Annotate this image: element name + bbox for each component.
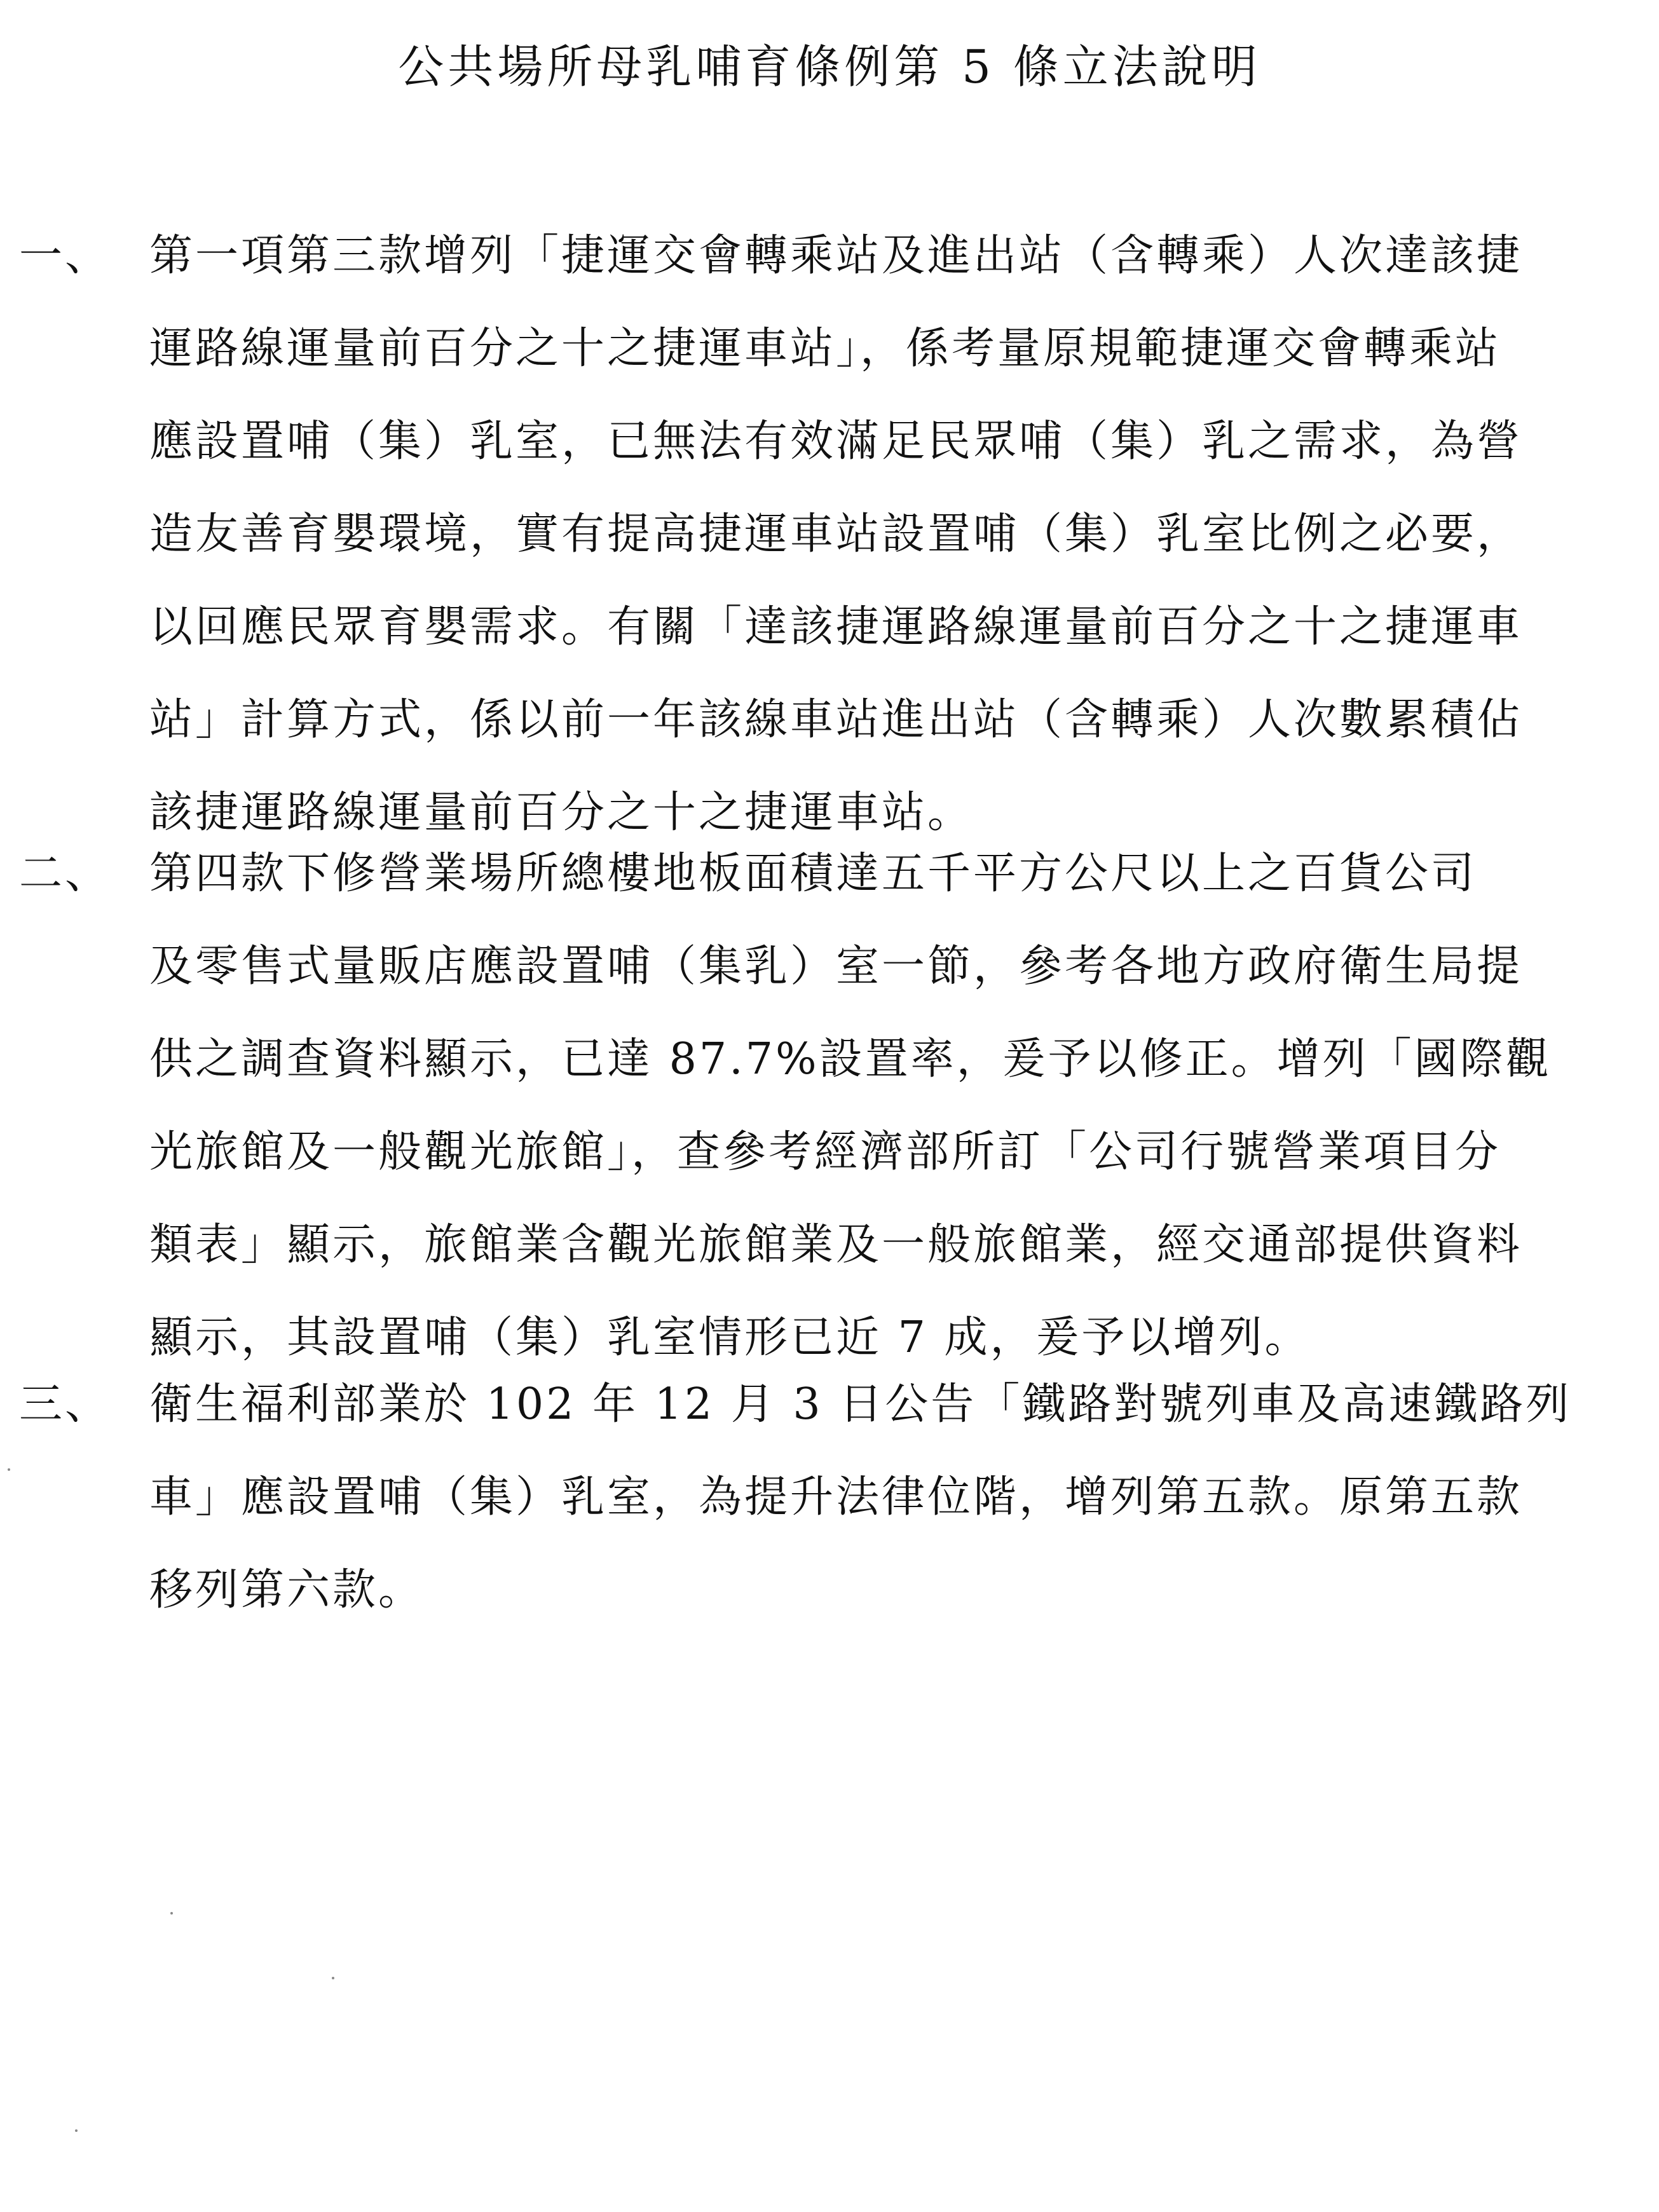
item-text-line: 類表」顯示，旅館業含觀光旅館業及一般旅館業，經交通部提供資料 [149,1220,1523,1270]
item-text-line: 站」計算方式，係以前一年該線車站進出站（含轉乘）人次數累積佔 [149,695,1523,745]
item-text-line: 及零售式量販店應設置哺（集乳）室一節，參考各地方政府衛生局提 [149,941,1523,992]
item-text-line: 造友善育嬰環境，實有提高捷運車站設置哺（集）乳室比例之必要， [149,509,1523,559]
item-number: 三、 [19,1379,111,1430]
item-text-line: 供之調查資料顯示，已達 87.7%設置率，爰予以修正。增列「國際觀 [149,1034,1552,1084]
item-text-line: 衛生福利部業於 102 年 12 月 3 日公告「鐵路對號列車及高速鐵路列 [149,1379,1572,1430]
item-text-line: 光旅館及一般觀光旅館」，查參考經濟部所訂「公司行號營業項目分 [149,1127,1501,1177]
item-number: 一、 [19,231,111,281]
scan-speck [75,2129,78,2132]
item-text-line: 車」應設置哺（集）乳室，為提升法律位階，增列第五款。原第五款 [149,1472,1523,1522]
scan-speck [332,1977,334,1979]
item-text-line: 運路線運量前百分之十之捷運車站」，係考量原規範捷運交會轉乘站 [149,324,1501,374]
item-text-line: 該捷運路線運量前百分之十之捷運車站。 [149,788,974,838]
item-text-line: 第四款下修營業場所總樓地板面積達五千平方公尺以上之百貨公司 [149,849,1477,899]
scan-speck [170,1912,173,1915]
item-text-line: 以回應民眾育嬰需求。有關「達該捷運路線運量前百分之十之捷運車 [149,602,1523,652]
item-text-line: 顯示，其設置哺（集）乳室情形已近 7 成，爰予以增列。 [149,1313,1311,1363]
document-title: 公共場所母乳哺育條例第 5 條立法說明 [398,40,1261,93]
item-text-line: 第一項第三款增列「捷運交會轉乘站及進出站（含轉乘）人次達該捷 [149,231,1523,281]
scan-speck [8,1468,10,1471]
item-number: 二、 [19,849,111,899]
item-text-line: 應設置哺（集）乳室，已無法有效滿足民眾哺（集）乳之需求，為營 [149,416,1523,467]
item-text-line: 移列第六款。 [149,1565,425,1615]
